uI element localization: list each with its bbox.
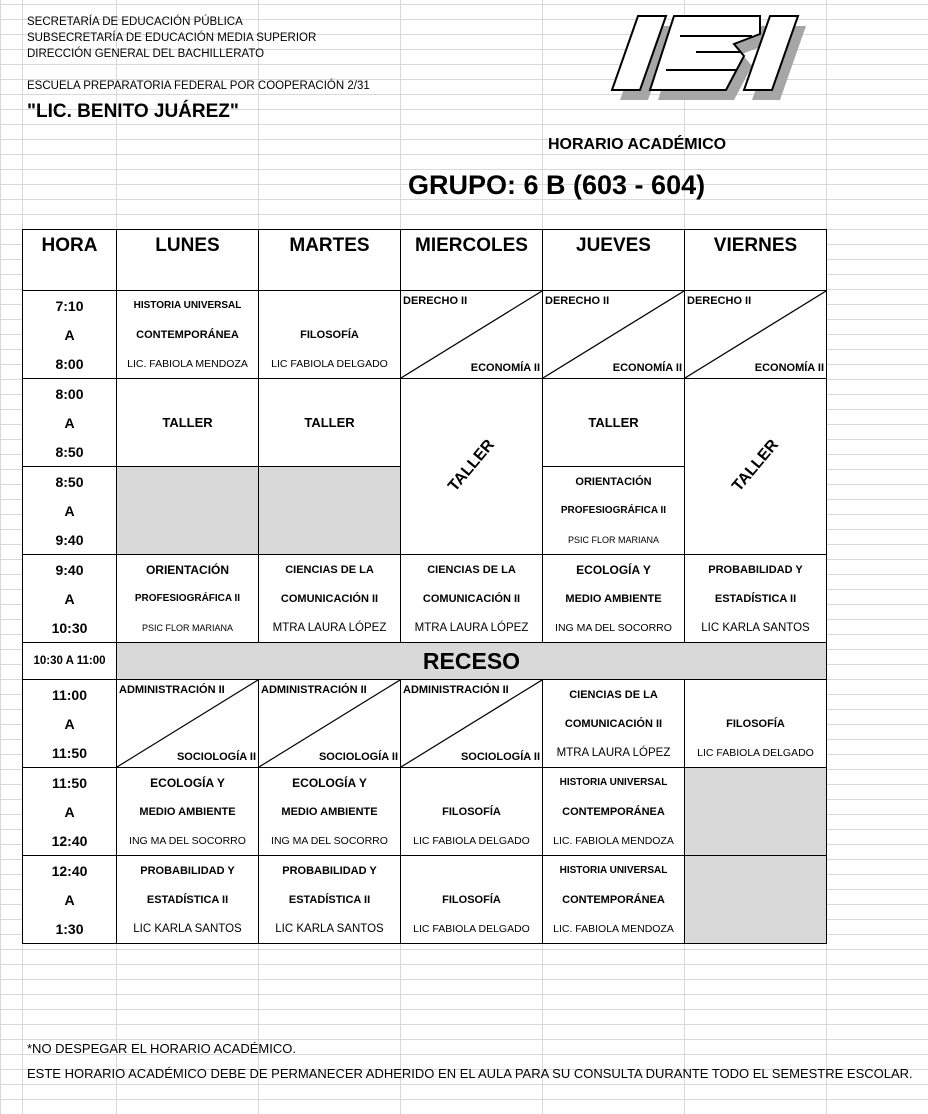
teacher-cell: LIC FABIOLA DELGADO [401,914,543,944]
teacher-cell: LIC FABIOLA DELGADO [259,349,401,379]
time-a: A [23,709,117,738]
teacher-cell: ING MA DEL SOCORRO [117,826,259,856]
time-end: 12:40 [23,826,117,856]
teacher-cell: ING MA DEL SOCORRO [543,613,685,643]
header-direccion: DIRECCIÓN GENERAL DEL BACHILLERATO [27,48,265,60]
split-top: DERECHO II [545,295,610,307]
time-start: 11:00 [23,680,117,710]
time-end: 8:50 [23,437,117,467]
time-start: 11:50 [23,768,117,798]
split-top: ADMINISTRACIÓN II [119,684,225,696]
split-top: DERECHO II [687,295,752,307]
subject-cell: CIENCIAS DE LA [543,680,685,710]
subject-cell: HISTORIA UNIVERSAL [543,768,685,798]
subject-cell: FILOSOFÍA [685,709,827,738]
empty-gray-cell [117,467,259,555]
split-bottom: SOCIOLOGÍA II [460,751,540,763]
teacher-cell: LIC. FABIOLA MENDOZA [543,826,685,856]
lunes-header: LUNES [117,230,259,263]
subject-cell: PROBABILIDAD Y [259,856,401,886]
split-bottom: SOCIOLOGÍA II [318,751,398,763]
subject-cell: CIENCIAS DE LA [401,555,543,585]
taller-rotated-cell [401,379,543,555]
table-row [23,555,827,585]
teacher-cell: LIC KARLA SANTOS [685,613,827,643]
subject-cell: ECOLOGÍA Y [259,768,401,798]
subject-cell: CONTEMPORÁNEA [543,797,685,826]
time-end: 9:40 [23,525,117,555]
teacher-cell: LIC. FABIOLA MENDOZA [117,349,259,379]
subject-cell: COMUNICACIÓN II [401,584,543,613]
header-sep: SECRETARÍA DE EDUCACIÓN PÚBLICA [27,16,243,28]
teacher-cell: PSIC FLOR MARIANA [543,525,685,555]
time-a: A [23,320,117,349]
table-row [23,291,827,321]
martes-header: MARTES [259,230,401,263]
subject-cell: ORIENTACIÓN [543,467,685,497]
table-row [23,584,827,613]
teacher-cell: LIC. FABIOLA MENDOZA [543,914,685,944]
teacher-cell: MTRA LAURA LÓPEZ [401,613,543,643]
time-a: A [23,584,117,613]
time-end: 11:50 [23,738,117,768]
subject-cell: FILOSOFÍA [401,797,543,826]
header-subsecretaria: SUBSECRETARÍA DE EDUCACIÓN MEDIA SUPERIOR [27,32,317,44]
time-a: A [23,885,117,914]
subject-cell: ECOLOGÍA Y [543,555,685,585]
subject-cell: HISTORIA UNIVERSAL [543,856,685,886]
subject-cell: FILOSOFÍA [259,320,401,349]
subject-cell: COMUNICACIÓN II [259,584,401,613]
teacher-cell: LIC KARLA SANTOS [117,914,259,944]
teacher-cell: ING MA DEL SOCORRO [259,826,401,856]
teacher-cell: LIC FABIOLA DELGADO [685,738,827,768]
miercoles-header: MIERCOLES [401,230,543,263]
split-bottom: SOCIOLOGÍA II [176,751,256,763]
time-start: 12:40 [23,856,117,886]
subject-cell: MEDIO AMBIENTE [117,797,259,826]
subject-cell: HISTORIA UNIVERSAL [117,291,259,321]
subject-cell: ESTADÍSTICA II [117,885,259,914]
receso-time: 10:30 A 11:00 [23,643,117,680]
subject-cell: PROFESIOGRÁFICA II [543,496,685,525]
teacher-cell: MTRA LAURA LÓPEZ [259,613,401,643]
subject-cell: FILOSOFÍA [401,885,543,914]
time-end: 1:30 [23,914,117,944]
empty-gray-cell [259,467,401,555]
hora-header: HORA [23,230,117,263]
time-start: 8:00 [23,379,117,409]
time-start: 8:50 [23,467,117,497]
table-row [23,856,827,886]
split-top: ADMINISTRACIÓN II [261,684,367,696]
subject-cell: ECOLOGÍA Y [117,768,259,798]
subject-cell: PROBABILIDAD Y [685,555,827,585]
horario-title: HORARIO ACADÉMICO [548,136,727,153]
schedule-table [22,229,827,944]
split-top: ADMINISTRACIÓN II [403,684,509,696]
split-bottom: ECONOMÍA II [754,362,824,374]
jueves-header: JUEVES [543,230,685,263]
table-row [23,768,827,798]
dgb-logo [610,14,815,102]
table-row [23,379,827,409]
day-header-row [23,230,827,263]
taller-rotated-cell [685,379,827,555]
split-cell [259,680,401,768]
subject-cell: COMUNICACIÓN II [543,709,685,738]
split-cell [117,680,259,768]
group-title: GRUPO: 6 B (603 - 604) [408,170,706,200]
time-start: 9:40 [23,555,117,585]
subject-cell: CONTEMPORÁNEA [543,885,685,914]
teacher-cell: MTRA LAURA LÓPEZ [543,738,685,768]
subject-cell: MEDIO AMBIENTE [259,797,401,826]
split-bottom: ECONOMÍA II [612,362,682,374]
split-cell [543,291,685,379]
subject-cell: PROBABILIDAD Y [117,856,259,886]
subject-cell: MEDIO AMBIENTE [543,584,685,613]
subject-cell: CIENCIAS DE LA [259,555,401,585]
split-cell [401,680,543,768]
split-top: DERECHO II [403,295,468,307]
empty-gray-cell [685,768,827,856]
subject-cell: PROFESIOGRÁFICA II [117,584,259,613]
subject-cell: TALLER [259,408,401,437]
subject-cell: TALLER [543,408,685,437]
time-start: 7:10 [23,291,117,321]
header-escuela: ESCUELA PREPARATORIA FEDERAL POR COOPERACIÓN 2/31 [27,80,370,92]
teacher-cell: PSIC FLOR MARIANA [117,613,259,643]
viernes-header: VIERNES [685,230,827,263]
split-cell [401,291,543,379]
subject-cell: ESTADÍSTICA II [259,885,401,914]
taller-label: TALLER [728,436,782,495]
time-a: A [23,408,117,437]
time-end: 8:00 [23,349,117,379]
empty-gray-cell [685,856,827,944]
subject-cell: ORIENTACIÓN [117,555,259,585]
note-no-despegar: *NO DESPEGAR EL HORARIO ACADÉMICO. [27,1041,296,1056]
split-bottom: ECONOMÍA II [470,362,540,374]
teacher-cell: LIC KARLA SANTOS [259,914,401,944]
school-name: "LIC. BENITO JUÁREZ" [27,101,239,122]
time-end: 10:30 [23,613,117,643]
time-a: A [23,496,117,525]
receso-row [23,643,827,680]
subject-cell: TALLER [117,408,259,437]
header-blank-row [23,262,827,291]
table-row [23,613,827,643]
time-a: A [23,797,117,826]
split-cell [685,291,827,379]
note-adherido: ESTE HORARIO ACADÉMICO DEBE DE PERMANECER ADHERIDO EN EL AULA PARA SU CONSULTA DURANTE TODO EL SEMESTRE ESCOLAR. [27,1066,913,1081]
subject-cell: CONTEMPORÁNEA [117,320,259,349]
teacher-cell: LIC FABIOLA DELGADO [401,826,543,856]
taller-label: TALLER [444,436,498,495]
subject-cell: ESTADÍSTICA II [685,584,827,613]
receso-label: RECESO [117,643,827,680]
table-row [23,680,827,710]
